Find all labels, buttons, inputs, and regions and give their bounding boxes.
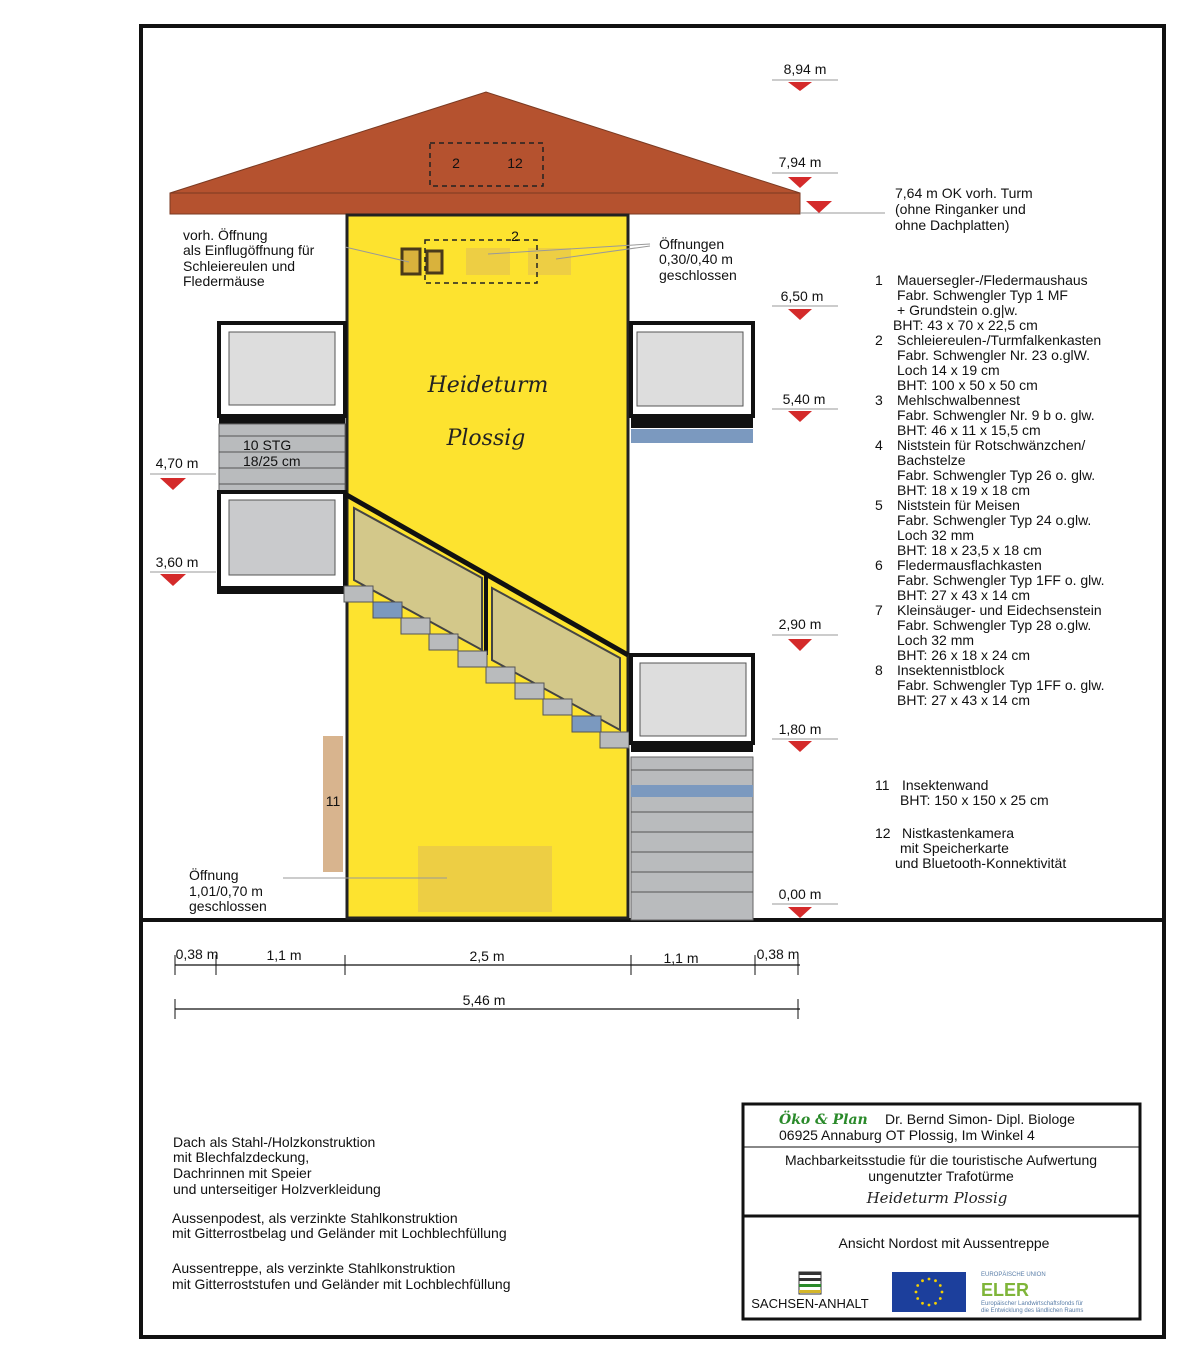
tower-top-note-3: ohne Dachplatten): [895, 217, 1010, 233]
note-line: Aussentreppe, als verzinkte Stahlkonstruktion: [172, 1260, 456, 1276]
right-upper-steel-beam: [631, 429, 753, 443]
eu-star: [916, 1297, 919, 1300]
legend-text: 1: [875, 272, 883, 288]
brand-logo-text: Öko & Plan: [779, 1112, 868, 1128]
stair-steps-label: 10 STG: [243, 437, 292, 453]
closed-opening-1: [466, 248, 510, 275]
legend-text: Fabr. Schwengler Typ 1FF o. glw.: [897, 677, 1105, 693]
elevation-triangle: [806, 201, 832, 213]
note-line: mit Gitterrostbelag und Geländer mit Lochblechfüllung: [172, 1225, 507, 1241]
stair-dimensions-label: 18/25 cm: [243, 453, 301, 469]
elevation-marker-650: [772, 288, 838, 320]
eu-star: [939, 1284, 942, 1287]
existing-opening-2: [427, 251, 442, 273]
legend-text: BHT: 18 x 19 x 18 cm: [897, 482, 1031, 498]
insect-wall-num: 11: [325, 793, 341, 809]
elevation-marker-360: [150, 554, 216, 586]
legend-text: 7: [875, 602, 883, 618]
note-line: mit Gitterroststufen und Geländer mit Lochblechfüllung: [172, 1276, 511, 1292]
right-upper-perforated-panel: [637, 332, 743, 406]
stair-step: [458, 651, 487, 667]
note-line: 0,30/0,40 m: [659, 251, 733, 267]
stair-step: [344, 586, 373, 602]
elevation-label: 1,80 m: [778, 721, 822, 737]
eu-star: [928, 1278, 931, 1281]
bottom-closed-opening: [418, 846, 552, 912]
eler-subtitle-2: die Entwicklung des ländlichen Raums: [981, 1308, 1084, 1314]
eler-subtitle-1: Europäischer Landwirtschaftsfonds für: [981, 1301, 1084, 1307]
note-line: mit Blechfalzdeckung,: [173, 1149, 310, 1165]
tower-top-note-1: 7,64 m OK vorh. Turm: [895, 185, 1033, 201]
legend-text: Fabr. Schwengler Typ 28 o.glw.: [897, 617, 1092, 633]
legend-text: 5: [875, 497, 883, 513]
study-title-2: ungenutzter Trafotürme: [868, 1168, 1014, 1184]
legend-text: 12: [875, 825, 891, 841]
study-title-1: Machbarkeitsstudie für die touristische Aufwertung: [784, 1152, 1098, 1168]
right-lower-deck: [631, 743, 753, 752]
elevation-marker-540: [772, 391, 838, 422]
stair-step: [429, 634, 458, 650]
elevation-label: 6,50 m: [780, 288, 824, 304]
elevation-marker-180: [772, 721, 838, 752]
project-name: Heideturm Plossig: [866, 1189, 1008, 1207]
eler-logo-text: ELER: [981, 1280, 1030, 1300]
title-block: [743, 1104, 1140, 1319]
legend-text: Insektenwand: [902, 777, 989, 793]
legend-text: 8: [875, 662, 883, 678]
note-line: vorh. Öffnung: [183, 227, 268, 243]
owl-box-num: 2: [511, 228, 519, 244]
stair-step: [373, 602, 402, 618]
legend-text: Mehlschwalbennest: [897, 392, 1020, 408]
closed-opening-2: [528, 248, 571, 275]
legend-text: Kleinsäuger- und Eidechsenstein: [897, 602, 1102, 618]
tower-top-note-2: (ohne Ringanker und: [895, 201, 1026, 217]
legend-text: Fabr. Schwengler Typ 26 o. glw.: [897, 467, 1096, 483]
eu-star: [934, 1302, 937, 1305]
stair-step: [600, 732, 629, 748]
dim-label: 0,38 m: [175, 946, 219, 962]
eu-star: [921, 1302, 924, 1305]
elevation-label: 3,60 m: [155, 554, 199, 570]
legend-text: BHT: 43 x 70 x 22,5 cm: [893, 317, 1038, 333]
eu-flag-icon: [892, 1272, 966, 1312]
dim-label: 1,1 m: [266, 947, 302, 963]
eu-star: [916, 1284, 919, 1287]
note-line: geschlossen: [659, 267, 737, 283]
left-upper-perforated-panel: [229, 332, 335, 405]
legend-text: Niststein für Rotschwänzchen/: [897, 437, 1086, 453]
note-line: geschlossen: [189, 898, 267, 914]
elevation-triangle: [788, 907, 812, 918]
stair-step: [401, 618, 430, 634]
stair-step: [486, 667, 515, 683]
eu-star: [915, 1291, 918, 1294]
note-line: als Einflugöffnung für: [183, 242, 315, 258]
legend-text: Fabr. Schwengler Nr. 23 o.glW.: [897, 347, 1090, 363]
dim-total-label: 5,46 m: [462, 992, 506, 1008]
address: 06925 Annaburg OT Plossig, Im Winkel 4: [779, 1127, 1035, 1143]
note-line: Fledermäuse: [183, 273, 265, 289]
legend-text: Loch 32 mm: [897, 632, 975, 648]
elevation-marker-470: [150, 455, 216, 490]
eu-star: [934, 1279, 937, 1282]
dimension-chain: [175, 946, 800, 1019]
legend-text: BHT: 18 x 23,5 x 18 cm: [897, 542, 1042, 558]
state-name: SACHSEN-ANHALT: [751, 1296, 869, 1311]
legend-text: BHT: 150 x 150 x 25 cm: [900, 792, 1049, 808]
eu-star: [939, 1297, 942, 1300]
right-lower-perforated-panel: [640, 663, 746, 736]
view-name: Ansicht Nordost mit Aussentreppe: [838, 1235, 1050, 1251]
dim-label: 2,5 m: [469, 948, 505, 964]
tower-title-1: Heideturm: [427, 373, 549, 398]
tower-title-2: Plossig: [446, 426, 526, 451]
eu-label: EUROPÄISCHE UNION: [981, 1272, 1046, 1278]
eu-star: [928, 1304, 931, 1307]
legend-text: und Bluetooth-Konnektivität: [895, 855, 1067, 871]
stair-step: [572, 716, 601, 732]
elevation-triangle: [160, 478, 186, 490]
elevation-triangle: [160, 574, 186, 586]
legend-text: 3: [875, 392, 883, 408]
legend-text: Fledermausflachkasten: [897, 557, 1042, 573]
legend-text: Fabr. Schwengler Typ 1 MF: [897, 287, 1068, 303]
roof-fascia: [170, 193, 800, 214]
elevation-label: 5,40 m: [782, 391, 826, 407]
legend-text: BHT: 27 x 43 x 14 cm: [897, 692, 1031, 708]
elevation-marker-794: [772, 154, 838, 188]
note-line: Aussenpodest, als verzinkte Stahlkonstruktion: [172, 1210, 458, 1226]
construction-notes: [172, 1134, 511, 1292]
legend-text: 11: [875, 777, 890, 793]
note-line: Dach als Stahl-/Holzkonstruktion: [173, 1134, 376, 1150]
legend-text: Fabr. Schwengler Nr. 9 b o. glw.: [897, 407, 1095, 423]
elevation-marker-000: [772, 886, 838, 918]
legend: [875, 272, 1105, 871]
right-base-stair-block: [631, 757, 753, 920]
legend-text: BHT: 100 x 50 x 50 cm: [897, 377, 1038, 393]
elevation-marker-764: [800, 201, 885, 213]
note-line: Schleiereulen und: [183, 258, 296, 274]
note-line: und unterseitiger Holzverkleidung: [173, 1181, 381, 1197]
note-line: Dachrinnen mit Speier: [173, 1165, 312, 1181]
legend-text: Mauersegler-/Fledermaushaus: [897, 272, 1088, 288]
legend-text: 2: [875, 332, 883, 348]
elevation-label: 8,94 m: [783, 61, 827, 77]
sachsen-anhalt-coat-of-arms-icon: [799, 1272, 821, 1294]
legend-text: BHT: 46 x 11 x 15,5 cm: [897, 422, 1041, 438]
elevation-triangle: [788, 411, 812, 422]
eu-star: [941, 1291, 944, 1294]
legend-text: 4: [875, 437, 883, 453]
elevation-triangle: [788, 741, 812, 752]
left-upper-deck: [219, 416, 345, 424]
elevation-label: 7,94 m: [778, 154, 822, 170]
note-line: 1,01/0,70 m: [189, 883, 263, 899]
legend-text: Fabr. Schwengler Typ 1FF o. glw.: [897, 572, 1105, 588]
left-lower-perforated-panel: [229, 500, 335, 575]
legend-text: Insektennistblock: [897, 662, 1005, 678]
note-line: Öffnungen: [659, 236, 725, 252]
left-lower-deck: [219, 586, 345, 594]
legend-text: Bachstelze: [897, 452, 966, 468]
legend-text: Schleiereulen-/Turmfalkenkasten: [897, 332, 1102, 348]
legend-text: Loch 32 mm: [897, 527, 975, 543]
elevation-label: 0,00 m: [778, 886, 822, 902]
legend-text: Niststein für Meisen: [897, 497, 1020, 513]
elevation-marker-894: [772, 61, 838, 91]
dim-label: 0,38 m: [756, 946, 800, 962]
legend-text: BHT: 26 x 18 x 24 cm: [897, 647, 1031, 663]
roof-box-num-2: 2: [452, 155, 460, 171]
elevation-marker-290: [772, 616, 838, 651]
elevation-label: 2,90 m: [778, 616, 822, 632]
legend-text: mit Speicherkarte: [900, 840, 1009, 856]
legend-text: Fabr. Schwengler Typ 24 o.glw.: [897, 512, 1092, 528]
elevation-triangle: [788, 177, 812, 188]
elevation-triangle: [788, 309, 812, 320]
roof-box-num-12: 12: [507, 155, 523, 171]
legend-text: + Grundstein o.g|w.: [897, 302, 1018, 318]
right-upper-deck: [631, 416, 753, 428]
legend-text: BHT: 27 x 43 x 14 cm: [897, 587, 1031, 603]
dim-label: 1,1 m: [663, 950, 699, 966]
legend-text: Nistkastenkamera: [902, 825, 1015, 841]
stair-step: [515, 683, 544, 699]
elevation-triangle: [788, 639, 812, 651]
legend-text: Loch 14 x 19 cm: [897, 362, 1000, 378]
author: Dr. Bernd Simon- Dipl. Biologe: [885, 1111, 1075, 1127]
note-line: Öffnung: [189, 867, 239, 883]
legend-text: 6: [875, 557, 883, 573]
elevation-label: 4,70 m: [155, 455, 199, 471]
elevation-triangle: [788, 82, 812, 91]
eu-star: [921, 1279, 924, 1282]
stair-step: [543, 699, 572, 715]
